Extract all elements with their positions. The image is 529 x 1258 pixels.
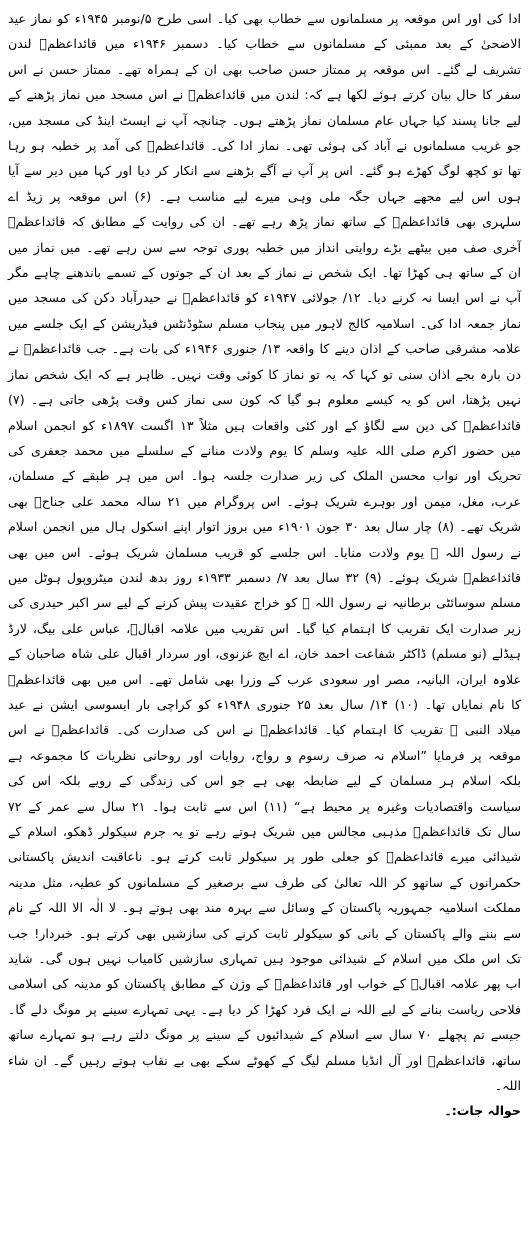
article-body: ادا کی اور اس موقعہ پر مسلمانوں سے خطاب بھی کیا۔ اسی طرح ۵/نومبر ۱۹۴۵ء کو نماز عید الاضحیٰ کے بعد ممبئی کے مسلمانوں سے خطاب کیا۔ دسمبر ۱۹۴۶ء میں قائداعظمؒ لندن تشریف لے گئے۔ اس موقعہ پر ممتاز حسن صاحب بھی ان کے ہمراہ تھے۔ ممتاز حسن نے اس سفر کا حال بیان کرتے ہوئے لکھا ہے کہ: لندن میں قائداعظمؒ نے اس مسجد میں نماز پڑھنے کے لیے جانا پسند کیا جہاں عام مسلمان نماز پڑھتے ہوں۔ چنانچہ آپ نے ایسٹ اینڈ کی مسجد میں، جو غریب مسلمانوں نے آباد کی ہوئی تھی۔ نماز ادا کی۔ قائداعظمؒ کی آمد پر خطبہ ہو رہا تھا تو کچھ لوگ کھڑے ہو گئے۔ اس پر آپ نے آگے بڑھنے سے انکار کر دیا اور کہا میں دیر سے آیا ہوں اس لیے مجھے جہاں جگہ ملی وہی میرے لیے مناسب ہے۔ (۶) اس موقعہ پر زیڈ اے سلہری بھی قائداعظمؒ کے ساتھ نماز پڑھ رہے تھے۔ ان کی روایت کے مطابق کہ قائداعظمؒ آخری صف میں بیٹھے بڑے روایتی انداز میں خطبہ پوری توجہ سے سن رہے تھے۔ میں نماز میں ان کے ساتھ ہی کھڑا تھا۔ ایک شخص نے نماز کے بعد ان کے جوتوں کے تسمے باندھنے چاہے مگر آپ نے اس ایسا نہ کرنے دیا۔ ۱۲/ جولائی ۱۹۴۷ء کو قائداعظمؒ نے حیدرآباد دکن کی مسجد میں نماز جمعہ ادا کی۔ اسلامیہ کالج لاہور میں پنجاب مسلم سٹوڈنٹس فیڈریشن کے ایک جلسے میں علامہ مشرقی صاحب کے اذان دینے کا واقعہ ۱۳/ جنوری ۱۹۴۶ء کی بات ہے۔ جب قائداعظمؒ نے دن بارہ بجے اذان سنی تو کہا کہ یہ تو نماز کا کوئی وقت نہیں۔ ظاہر ہے کہ ایک شخص نماز نہیں پڑھتا، اس کو یہ کیسے معلوم ہو گیا کہ کون سی نماز کس وقت پڑھی جاتی ہے۔ (۷) قائداعظمؒ کی دین سے لگاؤ کے اور کئی واقعات ہیں مثلاً ۱۳ اگست ۱۸۹۷ء کو انجمن اسلام میں حضور اکرم صلی اللہ علیہ وسلم کا یوم ولادت منانے کے سلسلے میں محمد جعفری کی تحریک اور نواب محسن الملک کی زیر صدارت جلسہ ہوا۔ اس میں ہر طبقے کے مسلمان، عرب، مغل، میمن اور بوہرے شریک ہوئے۔ اس پروگرام میں ۲۱ سالہ محمد علی جناحؒ بھی شریک تھے۔ (۸) چار سال بعد ۳۰ جون ۱۹۰۱ء میں بروز اتوار اپنے اسکول ہال میں انجمن اسلام نے رسول اللہ ﷺ یوم ولادت منایا۔ اس جلسے کو قریب مسلمان شریک ہوئے۔ اس میں بھی قائداعظمؒ شریک ہوئے۔ (۹) ۳۲ سال بعد ۷/ دسمبر ۱۹۳۳ء روز بدھ لندن میٹروپول ہوٹل میں مسلم سوسائٹی برطانیہ نے رسول اللہ ﷺ کو خراج عقیدت پیش کرنے کے لیے سر اکبر حیدری کی زیر صدارت ایک تقریب کا اہتمام کیا گیا۔ اس تقریب میں علامہ اقبالؒ، عباس علی بیگ، لارڈ ہیڈلے (نو مسلم) ڈاکٹر شفاعت احمد خان، اے ایچ غزنوی، اور سردار اقبال علی شاہ صاحبان کے علاوہ ایران، البانیہ، مصر اور سعودی عرب کے وزرا بھی شامل تھے۔ اس میں بھی قائداعظمؒ کا نام نمایاں تھا۔ (۱۰) ۱۴/ سال بعد ۲۵ جنوری ۱۹۴۸ء کو کراچی بار ایسوسی ایشن نے عید میلاد النبی ﷺ تقریب کا اہتمام کیا۔ قائداعظمؒ نے اس کی صدارت کی۔ قائداعظمؒ نے اس موقعہ پر فرمایا ”اسلام نہ صرف رسوم و رواج، روایات اور روحانی نظریات کا مجموعہ ہے بلکہ اسلام ہر مسلمان کے لیے ضابطہ بھی ہے جو اس کی زندگی کے رویے بلکہ اس کی سیاست واقتصادیات وغیرہ پر محیط ہے“ (۱۱) اس سے ثابت ہوا۔ ۲۱ سال سے عمر کے ۷۲ سال تک قائداعظمؒ مذہبی مجالس میں شریک ہوتے رہے تو یہ جرم سیکولر ڈھکو، اسلام کے شیدائی میرے قائداعظمؒ کو جعلی طور پر سیکولر ثابت کرتے ہو۔ ناعاقبت اندیش پاکستانی حکمرانوں کے ساتھو کر اللہ تعالیٰ کی طرف سے برصغیر کے مسلمانوں کو عطیہ، مثل مدینہ مملکت اسلامیہ جمہوریہ پاکستان کے وسائل سے بہرہ مند بھی ہوتے ہو۔ لا الٰہ الا اللہ کے نام سے بننے والے پاکستان کے بانی کو سیکولر ثابت کرنے کی سازشیں بھی کرتے ہو۔ خبردار! جب تک اس ملک میں اسلام کے شیدائی موجود ہیں تمہاری سازشیں کامیاب نہیں ہوں گی۔ شاید اب پھر علامہ اقبالؒ کے خواب اور قائداعظمؒ کے وژن کے مطابق پاکستان کو مدینہ کی اسلامی فلاحی ریاست بنانے کے لیے اللہ نے ایک فرد کھڑا کر دیا ہے۔ یہی تمہارے سینے پر مونگ دلے گا۔ جیسے تم پچھلے ۷۰ سال سے اسلام کے شیدائیوں کے سینے پر مونگ دلتے رہے ہو تمہارے ساتھ ساتھ، قائداعظمؒ اور آل انڈیا مسلم لیگ کے کھوٹے سکے بھی بے نقاب ہوتے رہیں گے۔ ان شاء اللہ۔	[8, 11, 522, 1094]
references-heading: حوالہ جات:۔	[444, 1103, 521, 1119]
